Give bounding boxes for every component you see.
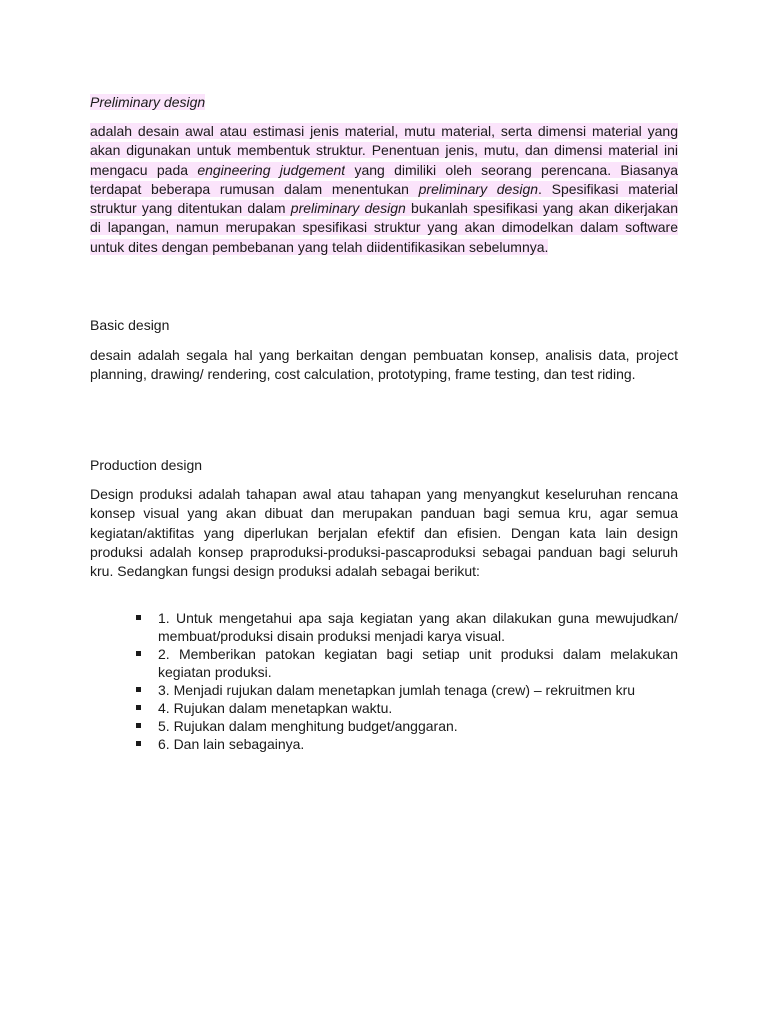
list-item-text: 2. Memberikan patokan kegiatan bagi setiap unit produksi dalam melakukan kegiatan produksi. (158, 646, 678, 680)
body-text-segment: yang dimiliki oleh seorang perencana. Biasanya terdapat beberapa rumusan dalam menentukan (90, 161, 678, 197)
section-body-production-design: Design produksi adalah tahapan awal atau tahapan yang menyangkut keseluruhan rencana konsep visual yang akan dibuat dan merupakan panduan bagi semua kru, agar semua kegiatan/aktifitas yang diperlukan berjalan efektif dan efisien. Dengan kata lain design produksi adalah konsep praproduksi-produksi-pascaproduksi sebagai panduan bagi seluruh kru. Sedangkan fungsi design produksi adalah sebagai berikut: (90, 486, 678, 580)
section-title-basic-design: Basic design (90, 317, 170, 333)
square-bullet-icon (136, 723, 141, 728)
list-item-text: 1. Untuk mengetahui apa saja kegiatan yang akan dilakukan guna mewujudkan/ membuat/produksi disain produksi menjadi karya visual. (158, 610, 678, 644)
body-text-segment-italic: engineering judgement (197, 161, 346, 178)
list-item-text: 6. Dan lain sebagainya. (158, 736, 305, 752)
body-text-segment: . Spesifikasi material struktur yang ditentukan dalam (90, 180, 678, 217)
body-text-segment-italic: preliminary design (290, 200, 406, 217)
square-bullet-icon (136, 651, 141, 656)
list-item-text: 3. Menjadi rujukan dalam menetapkan jumlah tenaga (crew) – rekruitmen kru (158, 682, 636, 698)
list-item (136, 681, 678, 699)
square-bullet-icon (136, 687, 141, 692)
list-item (136, 735, 678, 753)
square-bullet-icon (136, 705, 141, 710)
list-item (136, 609, 678, 645)
body-text-segment-italic: preliminary design (418, 180, 539, 197)
list-item (136, 717, 678, 735)
list-item-text: 4. Rujukan dalam menetapkan waktu. (158, 700, 393, 716)
section-title-preliminary-design (90, 93, 205, 112)
list-item-text: 5. Rujukan dalam menghitung budget/anggaran. (158, 718, 458, 734)
production-design-function-list (136, 609, 678, 753)
square-bullet-icon (136, 615, 141, 620)
section-body-basic-design: desain adalah segala hal yang berkaitan dengan pembuatan konsep, analisis data, project planning, drawing/ rendering, cost calculation, prototyping, frame testing, dan test riding. (90, 347, 678, 383)
square-bullet-icon (136, 741, 141, 746)
body-text-segment: adalah desain awal atau estimasi jenis material, mutu material, serta dimensi material yang akan digunakan untuk membentuk struktur. Penentuan jenis, mutu, dan dimensi material ini mengacu pada (90, 123, 678, 178)
list-item (136, 645, 678, 681)
list-item (136, 699, 678, 717)
body-text-segment: bukanlah spesifikasi yang akan dikerjakan di lapangan, namun merupakan spesifikasi struktur yang akan dimodelkan dalam software untuk dites dengan pembebanan yang telah diidentifikasikan sebelumnya. (90, 200, 678, 255)
section-title-production-design: Production design (90, 457, 203, 473)
section-body-preliminary-design (90, 122, 678, 257)
section-title-text: Preliminary design (90, 94, 206, 110)
